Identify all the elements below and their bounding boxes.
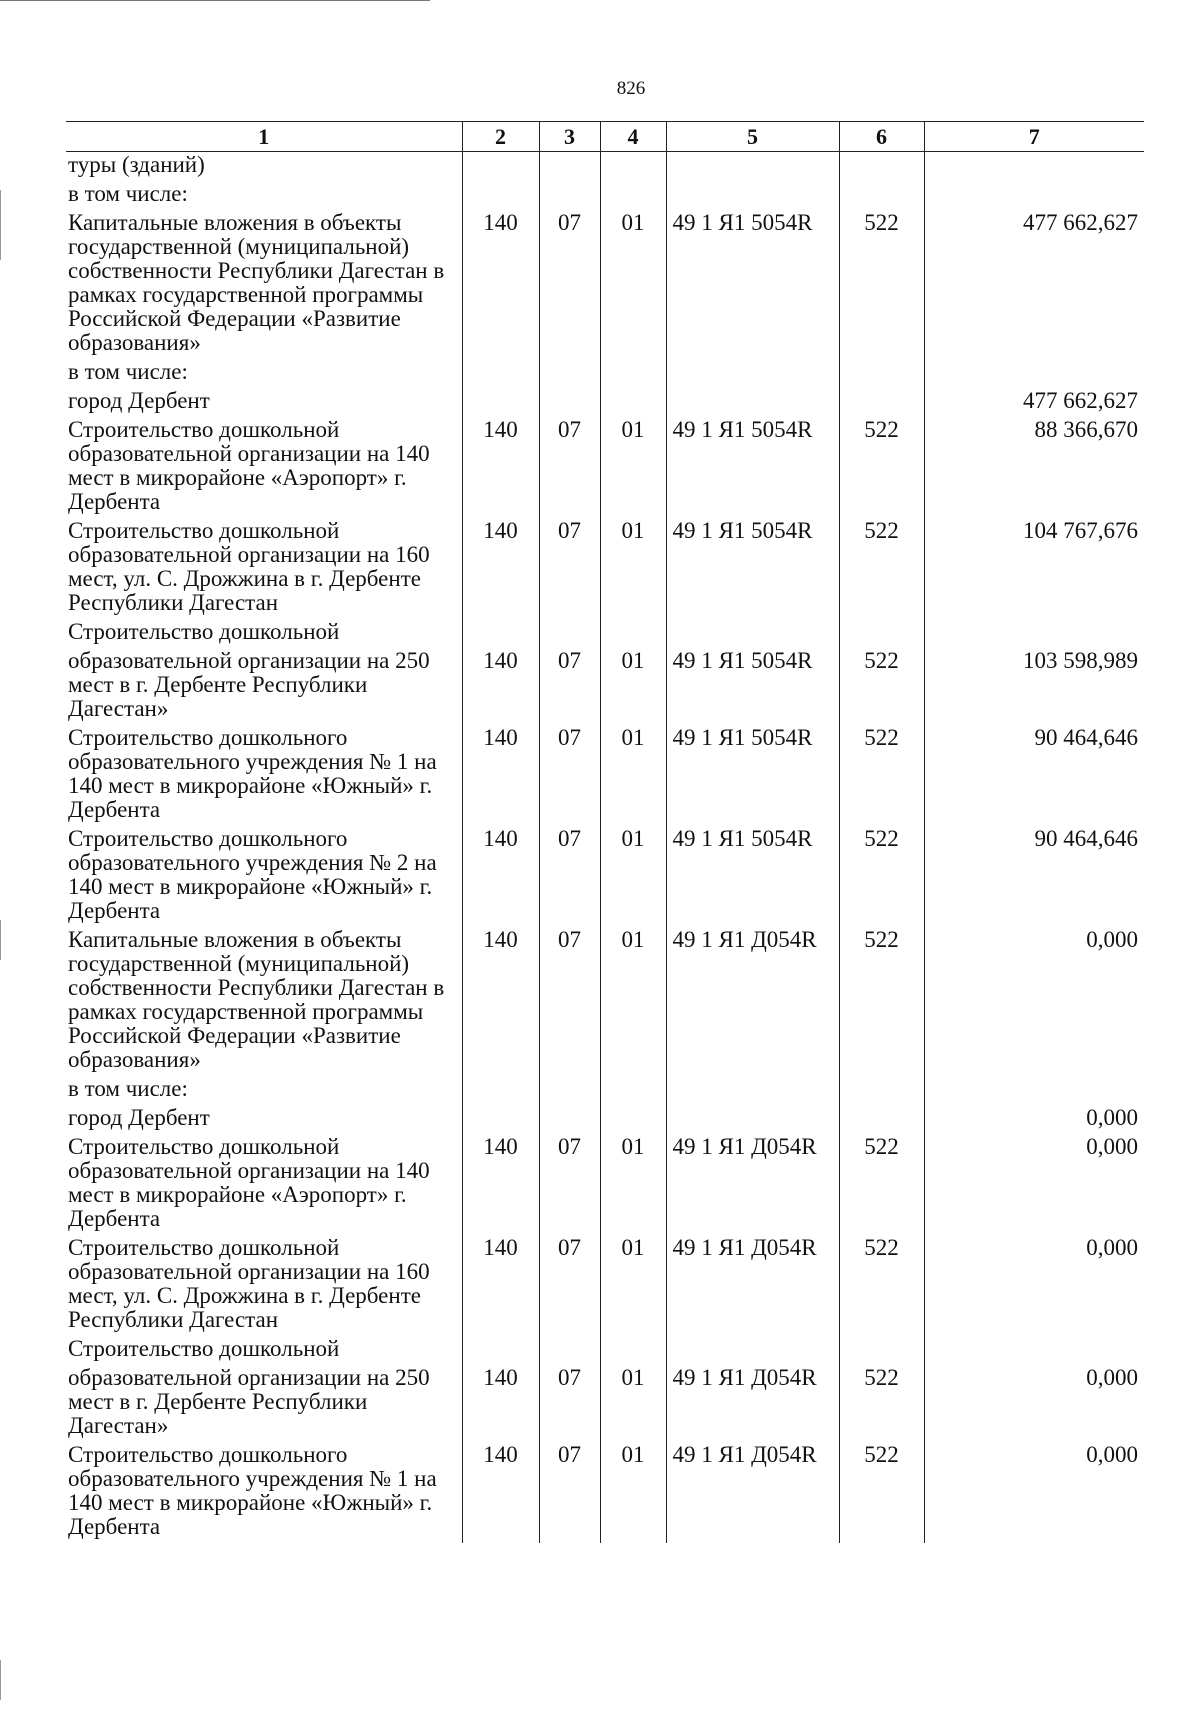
admin-code-cell: 140	[462, 518, 539, 619]
admin-code-cell: 140	[462, 1365, 539, 1442]
table-row	[66, 619, 1144, 648]
section-cell	[539, 152, 600, 182]
table-row	[66, 927, 1144, 1076]
amount-cell	[924, 152, 1144, 182]
subsection-cell	[600, 1076, 666, 1105]
admin-code-cell: 140	[462, 210, 539, 359]
amount-cell	[924, 725, 1144, 826]
expense-type-cell: 522	[839, 1134, 924, 1235]
top-rule	[0, 0, 430, 1]
target-article-cell: 49 1 Я1 Д054R	[666, 1134, 839, 1235]
row-name-cell: Строительство дошкольной образовательной организации на 140 мест в микрорайоне «Аэропорт» г. Дербента	[68, 1134, 430, 1231]
table-row	[66, 1442, 1144, 1543]
target-article-cell	[666, 152, 839, 182]
row-name-cell: город Дербент	[68, 388, 210, 413]
row-name-cell: в том числе:	[68, 181, 188, 206]
expense-type-cell	[839, 1336, 924, 1365]
table-row	[66, 826, 1144, 927]
amount-cell	[924, 648, 1144, 725]
amount-cell	[924, 619, 1144, 648]
subsection-cell: 01	[600, 927, 666, 1076]
table-row	[66, 388, 1144, 417]
row-name-cell: туры (зданий)	[68, 152, 205, 177]
section-cell	[539, 1105, 600, 1134]
admin-code-cell	[462, 181, 539, 210]
subsection-cell: 01	[600, 648, 666, 725]
row-name-cell: Строительство дошкольного образовательного учреждения № 2 на 140 мест в микрорайоне «Южный» г. Дербента	[68, 826, 437, 923]
row-name-cell: город Дербент	[68, 1105, 210, 1130]
table-body	[66, 152, 1144, 1544]
amount-cell	[924, 181, 1144, 210]
admin-code-cell: 140	[462, 1442, 539, 1543]
target-article-cell	[666, 1076, 839, 1105]
section-cell: 07	[539, 725, 600, 826]
subsection-cell	[600, 181, 666, 210]
section-cell	[539, 1336, 600, 1365]
table-row	[66, 210, 1144, 359]
target-article-cell: 49 1 Я1 Д054R	[666, 1442, 839, 1543]
row-name-cell: в том числе:	[68, 1076, 188, 1101]
column-header: 1	[66, 122, 462, 152]
table-row	[66, 1365, 1144, 1442]
table-row	[66, 1105, 1144, 1134]
admin-code-cell: 140	[462, 1134, 539, 1235]
row-name-cell: Строительство дошкольной образовательной организации на 140 мест в микрорайоне «Аэропорт» г. Дербента	[68, 417, 430, 514]
table-row	[66, 152, 1144, 182]
table-row	[66, 1336, 1144, 1365]
target-article-cell: 49 1 Я1 Д054R	[666, 1365, 839, 1442]
row-name-cell: Строительство дошкольного образовательного учреждения № 1 на 140 мест в микрорайоне «Южный» г. Дербента	[68, 1442, 437, 1539]
table-row	[66, 648, 1144, 725]
admin-code-cell	[462, 1336, 539, 1365]
expense-type-cell: 522	[839, 518, 924, 619]
admin-code-cell	[462, 1105, 539, 1134]
amount-value: 0,000	[1086, 1134, 1138, 1159]
target-article-cell: 49 1 Я1 5054R	[666, 648, 839, 725]
subsection-cell	[600, 619, 666, 648]
column-header: 2	[462, 122, 539, 152]
amount-value: 0,000	[1086, 1105, 1138, 1130]
subsection-cell: 01	[600, 210, 666, 359]
page-number: 826	[616, 78, 646, 99]
table-row	[66, 1134, 1144, 1235]
admin-code-cell	[462, 359, 539, 388]
amount-cell	[924, 359, 1144, 388]
row-name-cell: Строительство дошкольной	[68, 1336, 340, 1361]
target-article-cell	[666, 181, 839, 210]
subsection-cell: 01	[600, 417, 666, 518]
row-name-cell: Строительство дошкольной	[68, 619, 340, 644]
scan-margin-mark	[0, 920, 1, 960]
admin-code-cell	[462, 1076, 539, 1105]
expense-type-cell	[839, 152, 924, 182]
admin-code-cell: 140	[462, 648, 539, 725]
section-cell	[539, 1076, 600, 1105]
column-header: 5	[666, 122, 839, 152]
expense-type-cell: 522	[839, 1365, 924, 1442]
subsection-cell: 01	[600, 1365, 666, 1442]
amount-cell	[924, 1134, 1144, 1235]
row-name-cell: Строительство дошкольной образовательной организации на 160 мест, ул. С. Дрожжина в г. Дербенте Республики Дагестан	[68, 518, 430, 615]
target-article-cell: 49 1 Я1 5054R	[666, 826, 839, 927]
subsection-cell: 01	[600, 518, 666, 619]
expense-type-cell	[839, 1105, 924, 1134]
budget-table	[66, 121, 1144, 1543]
amount-cell	[924, 1365, 1144, 1442]
expense-type-cell: 522	[839, 648, 924, 725]
target-article-cell: 49 1 Я1 Д054R	[666, 927, 839, 1076]
expense-type-cell: 522	[839, 927, 924, 1076]
expense-type-cell: 522	[839, 417, 924, 518]
section-cell	[539, 181, 600, 210]
admin-code-cell: 140	[462, 725, 539, 826]
section-cell: 07	[539, 417, 600, 518]
table-row	[66, 417, 1144, 518]
amount-cell	[924, 518, 1144, 619]
amount-value: 90 464,646	[1034, 826, 1138, 851]
subsection-cell	[600, 359, 666, 388]
amount-cell	[924, 1235, 1144, 1336]
subsection-cell	[600, 152, 666, 182]
expense-type-cell	[839, 359, 924, 388]
amount-value: 0,000	[1086, 1235, 1138, 1260]
subsection-cell	[600, 388, 666, 417]
admin-code-cell: 140	[462, 417, 539, 518]
row-name-cell: Строительство дошкольного образовательного учреждения № 1 на 140 мест в микрорайоне «Южный» г. Дербента	[68, 725, 437, 822]
section-cell	[539, 359, 600, 388]
amount-cell	[924, 826, 1144, 927]
column-header: 4	[600, 122, 666, 152]
table-row	[66, 181, 1144, 210]
section-cell: 07	[539, 210, 600, 359]
admin-code-cell	[462, 619, 539, 648]
amount-value: 477 662,627	[1023, 210, 1138, 235]
amount-value: 477 662,627	[1023, 388, 1138, 413]
table-row	[66, 1076, 1144, 1105]
amount-value: 90 464,646	[1034, 725, 1138, 750]
admin-code-cell	[462, 388, 539, 417]
subsection-cell: 01	[600, 1235, 666, 1336]
expense-type-cell: 522	[839, 210, 924, 359]
target-article-cell	[666, 388, 839, 417]
amount-cell	[924, 927, 1144, 1076]
subsection-cell: 01	[600, 725, 666, 826]
row-name-cell: в том числе:	[68, 359, 188, 384]
expense-type-cell: 522	[839, 725, 924, 826]
target-article-cell: 49 1 Я1 5054R	[666, 725, 839, 826]
expense-type-cell: 522	[839, 826, 924, 927]
column-header: 3	[539, 122, 600, 152]
subsection-cell: 01	[600, 826, 666, 927]
expense-type-cell	[839, 388, 924, 417]
admin-code-cell	[462, 152, 539, 182]
row-name-cell: Строительство дошкольной образовательной организации на 160 мест, ул. С. Дрожжина в г. Дербенте Республики Дагестан	[68, 1235, 430, 1332]
amount-cell	[924, 210, 1144, 359]
section-cell	[539, 388, 600, 417]
row-name-cell: образовательной организации на 250 мест в г. Дербенте Республики Дагестан»	[68, 1365, 430, 1438]
table-row	[66, 1235, 1144, 1336]
table-row	[66, 518, 1144, 619]
header-row	[66, 122, 1144, 152]
row-name-cell: Капитальные вложения в объекты государственной (муниципальной) собственности Республики Дагестан в рамках государственной программы Российской Федерации «Развитие образования»	[68, 210, 445, 355]
amount-value: 0,000	[1086, 1442, 1138, 1467]
scan-margin-mark	[0, 190, 1, 260]
expense-type-cell: 522	[839, 1442, 924, 1543]
target-article-cell: 49 1 Я1 5054R	[666, 518, 839, 619]
amount-value: 88 366,670	[1034, 417, 1138, 442]
target-article-cell: 49 1 Я1 Д054R	[666, 1235, 839, 1336]
section-cell: 07	[539, 826, 600, 927]
section-cell	[539, 619, 600, 648]
column-header: 6	[839, 122, 924, 152]
admin-code-cell: 140	[462, 826, 539, 927]
scan-margin-mark	[0, 1660, 1, 1700]
target-article-cell: 49 1 Я1 5054R	[666, 417, 839, 518]
section-cell: 07	[539, 927, 600, 1076]
amount-cell	[924, 1442, 1144, 1543]
row-name-cell: образовательной организации на 250 мест в г. Дербенте Республики Дагестан»	[68, 648, 430, 721]
admin-code-cell: 140	[462, 927, 539, 1076]
target-article-cell	[666, 1336, 839, 1365]
expense-type-cell	[839, 181, 924, 210]
amount-cell	[924, 1076, 1144, 1105]
amount-value: 0,000	[1086, 1365, 1138, 1390]
admin-code-cell: 140	[462, 1235, 539, 1336]
row-name-cell: Капитальные вложения в объекты государственной (муниципальной) собственности Республики Дагестан в рамках государственной программы Российской Федерации «Развитие образования»	[68, 927, 445, 1072]
section-cell: 07	[539, 1365, 600, 1442]
table-row	[66, 359, 1144, 388]
target-article-cell: 49 1 Я1 5054R	[666, 210, 839, 359]
amount-cell	[924, 417, 1144, 518]
section-cell: 07	[539, 1134, 600, 1235]
expense-type-cell	[839, 619, 924, 648]
subsection-cell: 01	[600, 1442, 666, 1543]
amount-cell	[924, 388, 1144, 417]
target-article-cell	[666, 359, 839, 388]
amount-value: 0,000	[1086, 927, 1138, 952]
amount-value: 104 767,676	[1023, 518, 1138, 543]
subsection-cell	[600, 1336, 666, 1365]
subsection-cell: 01	[600, 1134, 666, 1235]
expense-type-cell: 522	[839, 1235, 924, 1336]
section-cell: 07	[539, 1235, 600, 1336]
section-cell: 07	[539, 648, 600, 725]
target-article-cell	[666, 1105, 839, 1134]
target-article-cell	[666, 619, 839, 648]
amount-value: 103 598,989	[1023, 648, 1138, 673]
amount-cell	[924, 1105, 1144, 1134]
expense-type-cell	[839, 1076, 924, 1105]
subsection-cell	[600, 1105, 666, 1134]
section-cell: 07	[539, 1442, 600, 1543]
table-row	[66, 725, 1144, 826]
column-header: 7	[924, 122, 1144, 152]
section-cell: 07	[539, 518, 600, 619]
amount-cell	[924, 1336, 1144, 1365]
